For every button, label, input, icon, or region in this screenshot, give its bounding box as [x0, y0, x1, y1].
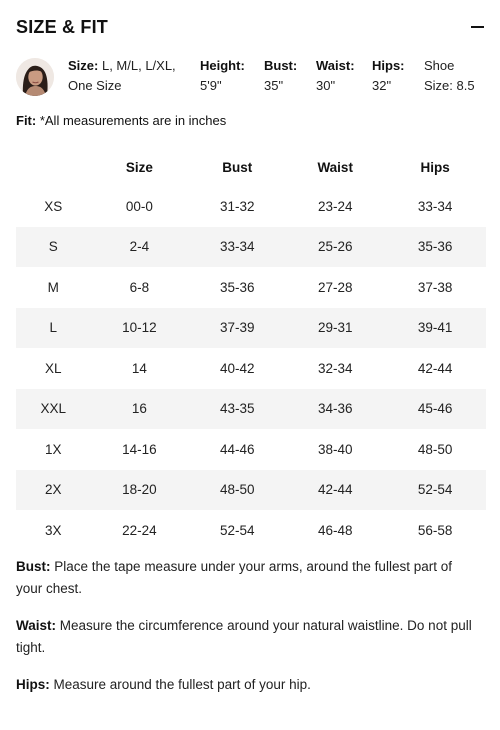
cell-letter-size: XL [44, 360, 62, 376]
cell-letter-size: M [47, 279, 59, 295]
model-bust [264, 56, 297, 96]
cell-bust: 44-46 [219, 441, 255, 457]
cell-hips: 56-58 [417, 522, 453, 538]
cell-numeric-size: 14 [131, 360, 147, 376]
cell-hips: 35-36 [384, 227, 486, 268]
hips-guide [16, 674, 480, 696]
cell-bust: 35-36 [219, 279, 255, 295]
cell-hips: 39-41 [384, 308, 486, 349]
cell-bust: 33-34 [188, 227, 286, 268]
cell-waist: 25-26 [286, 227, 384, 268]
shoe-label: Shoe [424, 58, 455, 73]
hips-value: 32" [372, 78, 392, 93]
cell-bust: 48-50 [188, 470, 286, 511]
model-waist [316, 56, 355, 96]
cell-bust: 37-39 [188, 308, 286, 349]
col-header-waist: Waist [317, 159, 353, 175]
table-row [16, 389, 486, 430]
col-header-size: Size [125, 159, 153, 175]
cell-numeric-size: 6-8 [129, 279, 150, 295]
table-row [16, 267, 486, 308]
col-header-blank [16, 148, 90, 186]
section-title: SIZE & FIT [16, 16, 108, 37]
fit-note [16, 113, 226, 128]
table-row [16, 308, 486, 349]
cell-bust: 31-32 [219, 198, 255, 214]
fit-text: *All measurements are in inches [36, 113, 227, 128]
cell-waist: 29-31 [286, 308, 384, 349]
waist-guide [16, 615, 480, 659]
minus-bar [471, 26, 484, 28]
cell-waist: 46-48 [317, 522, 353, 538]
cell-waist: 32-34 [317, 360, 353, 376]
cell-letter-size: XXL [16, 389, 90, 430]
waist-value: 30" [316, 78, 336, 93]
model-size [68, 56, 176, 96]
cell-bust: 52-54 [219, 522, 255, 538]
cell-numeric-size: 22-24 [122, 522, 157, 538]
waist-guide-label: Waist: [16, 618, 56, 633]
cell-letter-size: S [16, 227, 90, 268]
cell-waist: 38-40 [317, 441, 353, 457]
waist-label: Waist: [316, 58, 355, 73]
waist-guide-text: Measure the circumference around your natural waistline. Do not pull tight. [16, 618, 472, 655]
size-value-line1: L, M/L, L/XL, [101, 58, 176, 73]
cell-bust: 40-42 [219, 360, 255, 376]
cell-hips: 48-50 [417, 441, 453, 457]
size-label: Size: [68, 58, 99, 73]
col-header-bust: Bust [222, 159, 253, 175]
col-header-hips: Hips [420, 159, 450, 175]
table-row [16, 429, 486, 470]
model-avatar [16, 58, 54, 96]
cell-hips: 42-44 [417, 360, 453, 376]
cell-waist: 42-44 [286, 470, 384, 511]
collapse-minus-icon[interactable] [470, 20, 484, 34]
model-avatar-icon [16, 58, 54, 96]
cell-hips: 37-38 [417, 279, 453, 295]
bust-value: 35" [264, 78, 284, 93]
table-row [16, 470, 486, 511]
cell-numeric-size: 18-20 [90, 470, 188, 511]
bust-guide [16, 556, 480, 600]
cell-bust: 43-35 [188, 389, 286, 430]
cell-hips: 33-34 [417, 198, 453, 214]
size-chart-table [16, 148, 486, 551]
cell-hips: 45-46 [384, 389, 486, 430]
cell-letter-size: L [16, 308, 90, 349]
cell-numeric-size: 10-12 [90, 308, 188, 349]
size-value-line2: One Size [68, 78, 122, 93]
hips-guide-text: Measure around the fullest part of your hip. [49, 677, 311, 692]
height-value: 5'9" [200, 78, 222, 93]
bust-guide-label: Bust: [16, 559, 51, 574]
table-header-row [16, 148, 486, 186]
cell-letter-size: 3X [44, 522, 62, 538]
model-measurements [16, 56, 490, 100]
cell-numeric-size: 2-4 [90, 227, 188, 268]
cell-waist: 23-24 [317, 198, 353, 214]
fit-label: Fit: [16, 113, 37, 128]
cell-numeric-size: 16 [90, 389, 188, 430]
table-row [16, 510, 486, 551]
bust-label: Bust: [264, 58, 298, 73]
cell-letter-size: 1X [44, 441, 62, 457]
hips-label: Hips: [372, 58, 405, 73]
table-row [16, 227, 486, 268]
model-hips [372, 56, 405, 96]
hips-guide-label: Hips: [16, 677, 50, 692]
cell-letter-size: XS [44, 198, 63, 214]
cell-hips: 52-54 [384, 470, 486, 511]
bust-guide-text: Place the tape measure under your arms, around the fullest part of your chest. [16, 559, 452, 596]
model-shoe [424, 56, 475, 96]
shoe-value: Size: 8.5 [424, 78, 475, 93]
table-row [16, 348, 486, 389]
cell-numeric-size: 00-0 [125, 198, 153, 214]
cell-numeric-size: 14-16 [122, 441, 157, 457]
table-row [16, 186, 486, 227]
cell-waist: 34-36 [286, 389, 384, 430]
model-height [200, 56, 245, 96]
cell-waist: 27-28 [317, 279, 353, 295]
size-fit-header [16, 14, 484, 40]
cell-letter-size: 2X [16, 470, 90, 511]
height-label: Height: [200, 58, 245, 73]
